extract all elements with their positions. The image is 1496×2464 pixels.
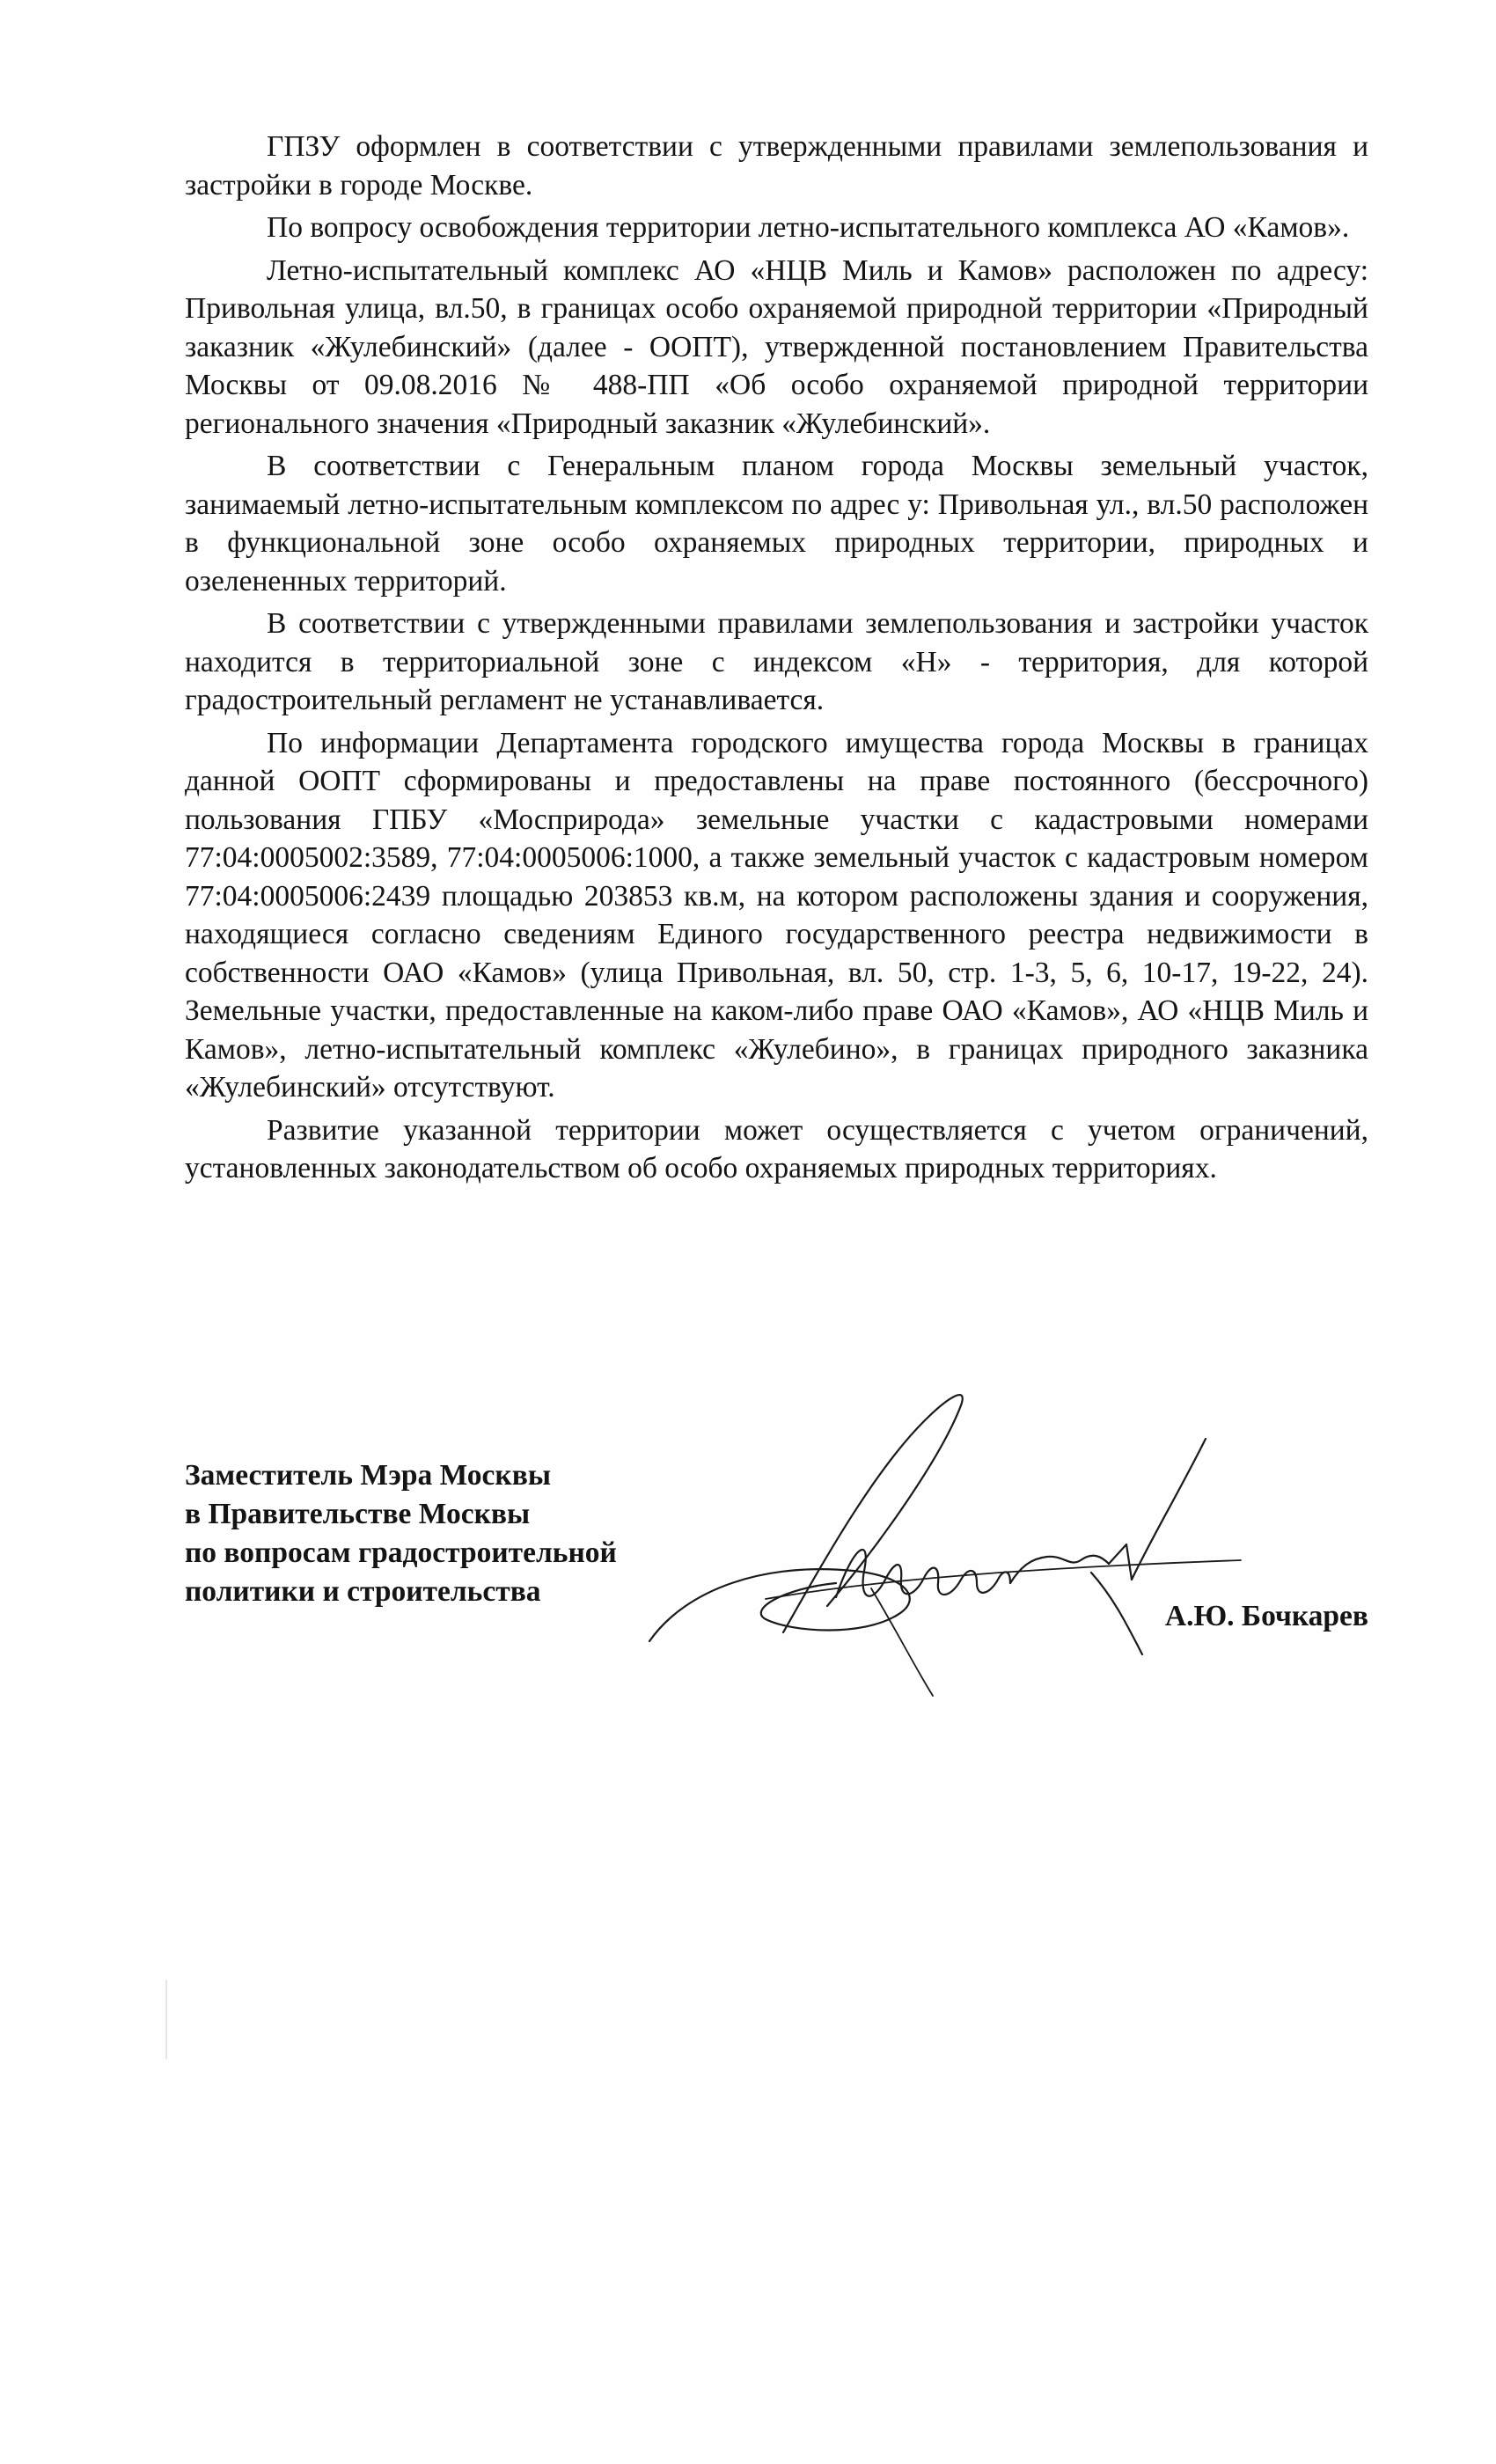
paragraph-property-department-info: По информации Департамента городского имущества города Москвы в границах данной ООПТ сформированы и предоставлены на праве постоянного (бессрочного) пользования ГПБУ «Мосприрода» земельные участки с кадастровыми номерами 77:04:0005002:3589, 77:04:0005006:1000, а также земельный участок с кадастровым номером 77:04:0005006:2439 площадью 203853 кв.м, на котором расположены здания и сооружения, находящиеся согласно сведениям Единого государственного реестра недвижимости в собственности ОАО «Камов» (улица Привольная, вл. 50, стр. 1-3, 5, 6, 10-17, 19-22, 24). Земельные участки, предоставленные на каком-либо праве ОАО «Камов», АО «НЦВ Миль и Камов», летно-испытательный комплекс «Жулебино», в границах природного заказника «Жулебинский» отсутствуют.: [185, 726, 1368, 1104]
paragraph-general-plan: В соответствии с Генеральным планом города Москвы земельный участок, занимаемый летно-испытательным комплексом по адрес у: Привольная ул., вл.50 расположен в функциональной зоне особо охраняемых природных территории, природных и озелененных территорий.: [185, 450, 1368, 598]
signer-title: [185, 1456, 617, 1611]
paragraph-land-use-rules: В соответствии с утвержденными правилами землепользования и застройки участок находится в территориальной зоне с индексом «Н» - территория, для которой градостроительный регламент не устанавливается.: [185, 607, 1368, 716]
signer-title-line: по вопросам градостроительной: [185, 1536, 617, 1569]
signer-name: А.Ю. Бочкарев: [1164, 1600, 1368, 1632]
paragraph-gpzu: ГПЗУ оформлен в соответствии с утвержденными правилами землепользования и застройки в городе Москве.: [185, 130, 1368, 202]
letter-body: [185, 128, 1368, 1192]
signature-block: [185, 1456, 1368, 1694]
paragraph-flight-complex-location: Летно-испытательный комплекс АО «НЦВ Миль и Камов» расположен по адресу: Привольная улица, вл.50, в границах особо охраняемой природной территории «Природный заказник «Жулебинский» (далее - ООПТ), утвержденной постановлением Правительства Москвы от 09.08.2016 № 488-ПП «Об особо охраняемой природной территории регионального значения «Природный заказник «Жулебинский».: [185, 253, 1368, 440]
paragraph-territory-development: Развитие указанной территории может осуществляется с учетом ограничений, установленных законодательством об особо охраняемых природных территориях.: [185, 1113, 1368, 1184]
paragraph-kamov-question: По вопросу освобождения территории летно-испытательного комплекса АО «Камов».: [267, 211, 1350, 244]
signer-title-line: политики и строительства: [185, 1575, 541, 1608]
scan-artifact: [165, 1980, 167, 2059]
signer-title-line: Заместитель Мэра Москвы: [185, 1459, 551, 1492]
signer-title-line: в Правительстве Москвы: [185, 1498, 531, 1530]
